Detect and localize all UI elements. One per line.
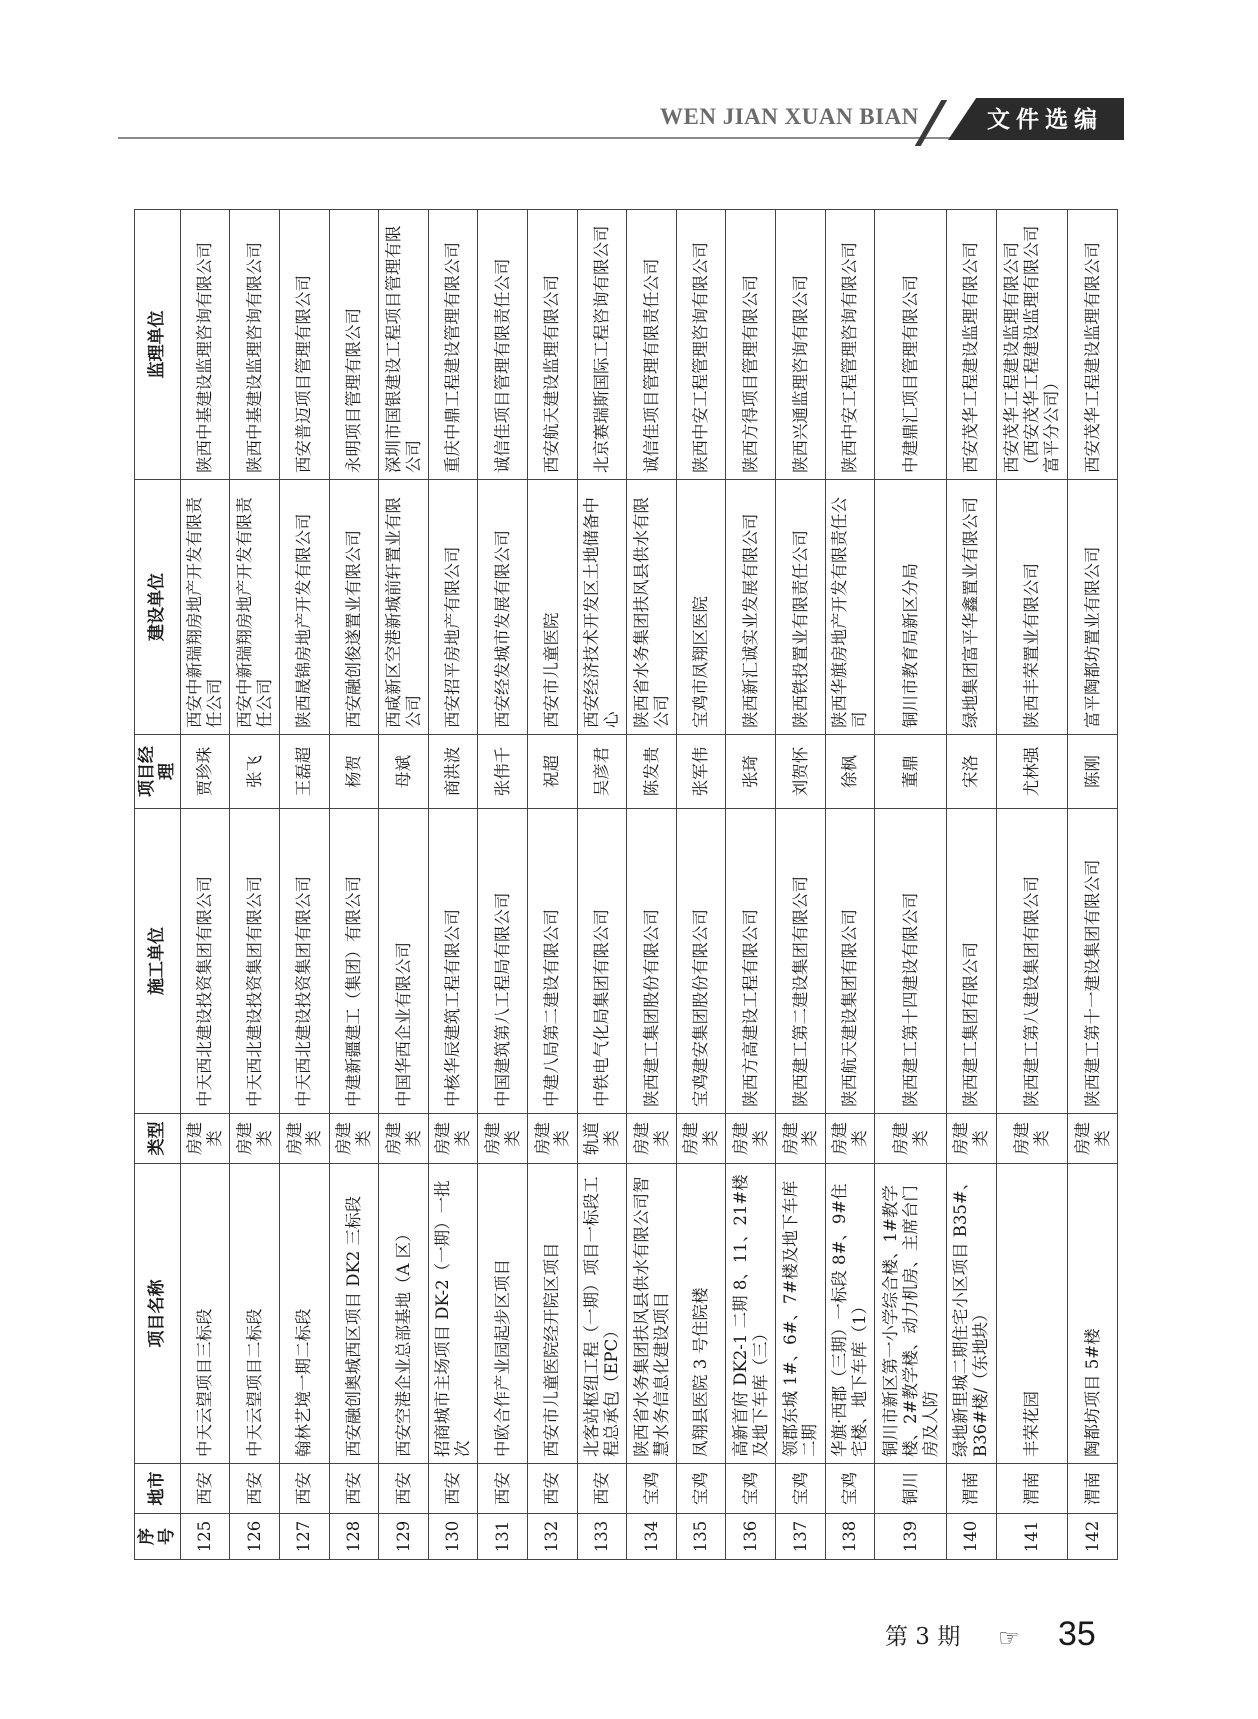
table-cell: 中核华辰建筑工程有限公司 <box>428 809 478 1114</box>
table-cell: 陕西方得项目管理有限公司 <box>726 210 776 480</box>
table-cell: 陕西建工第二建设集团有限公司 <box>776 809 826 1114</box>
table-cell: 陕西中安工程管理咨询有限公司 <box>825 210 875 480</box>
table-row <box>726 210 776 1560</box>
table-cell: 西安普迈项目管理有限公司 <box>280 210 330 480</box>
table-cell: 陕西中安工程管理咨询有限公司 <box>676 210 726 480</box>
table-cell: 陶都坊项目 5#楼 <box>1068 1164 1118 1464</box>
table-cell: 西安 <box>180 1464 230 1514</box>
table-cell: 丰荣花园 <box>996 1164 1068 1464</box>
table-cell: 西安 <box>329 1464 379 1514</box>
table-cell: 西安 <box>379 1464 429 1514</box>
table-cell: 西安中新瑞翔房地产开发有限责任公司 <box>180 480 230 735</box>
table-cell: 渭南 <box>946 1464 996 1514</box>
table-cell: 房建类 <box>280 1114 330 1164</box>
table-row <box>329 210 379 1560</box>
column-header: 施工单位 <box>135 809 181 1114</box>
table-cell: 128 <box>329 1514 379 1560</box>
column-header: 地市 <box>135 1464 181 1514</box>
table-cell: 宝鸡市凤翔区医院 <box>676 480 726 735</box>
table-cell: 凤翔县医院 3 号住院楼 <box>676 1164 726 1464</box>
table-cell: 中天云望项目二标段 <box>230 1164 280 1464</box>
section-title-en: WEN JIAN XUAN BIAN <box>660 104 919 129</box>
table-cell: 中欧合作产业园起步区项目 <box>478 1164 528 1464</box>
table-cell: 房建类 <box>1068 1114 1118 1164</box>
table-cell: 陕西丰荣置业有限公司 <box>996 480 1068 735</box>
table-cell: 135 <box>676 1514 726 1560</box>
table-cell: 房建类 <box>776 1114 826 1164</box>
table-cell: 陕西新汇诚实业发展有限公司 <box>726 480 776 735</box>
table-cell: 138 <box>825 1514 875 1560</box>
table-cell: 129 <box>379 1514 429 1560</box>
table-cell: 134 <box>627 1514 677 1560</box>
table-header-row <box>135 210 181 1560</box>
table-cell: 富平陶都坊置业有限公司 <box>1068 480 1118 735</box>
table-cell: 131 <box>478 1514 528 1560</box>
table-cell: 商洪波 <box>428 735 478 809</box>
table-cell: 贾珍珠 <box>180 735 230 809</box>
table-cell: 陕西建工第八建设集团有限公司 <box>996 809 1068 1114</box>
table-cell: 张伟千 <box>478 735 528 809</box>
table-cell: 132 <box>528 1514 578 1560</box>
rotated-table-container <box>134 210 1118 1560</box>
table-cell: 招商城市主场项目 DK-2（一期）一批次 <box>428 1164 478 1464</box>
table-cell: 西安 <box>230 1464 280 1514</box>
table-cell: 西安 <box>280 1464 330 1514</box>
table-row <box>676 210 726 1560</box>
table-cell: 中国华西企业有限公司 <box>379 809 429 1114</box>
table-cell: 刘贺怀 <box>776 735 826 809</box>
table-cell: 中国建筑第八工程局有限公司 <box>478 809 528 1114</box>
table-cell: 宋洛 <box>946 735 996 809</box>
table-cell: 诚信佳项目管理有限责任公司 <box>627 210 677 480</box>
column-header: 序号 <box>135 1514 181 1560</box>
table-cell: 西安市儿童医院 <box>528 480 578 735</box>
table-cell: 铜川市新区第一小学综合楼、1#教学楼、2#教学楼、动力机房、主席台门房及人防 <box>875 1164 947 1464</box>
column-header: 项目名称 <box>135 1164 181 1464</box>
table-cell: 徐枫 <box>825 735 875 809</box>
column-header: 监理单位 <box>135 210 181 480</box>
table-cell: 陕西铁投置业有限责任公司 <box>776 480 826 735</box>
table-cell: 西咸新区空港新城前轩置业有限公司 <box>379 480 429 735</box>
issue-label: 第 3 期 <box>885 1624 961 1650</box>
table-cell: 中天云望项目三标段 <box>180 1164 230 1464</box>
table-cell: 西安融创奥城西区项目 DK2 三标段 <box>329 1164 379 1464</box>
table-cell: 西安茂华工程建设监理有限公司（西安茂华工程建设监理有限公司富平分公司） <box>996 210 1068 480</box>
table-cell: 西安经发城市发展有限公司 <box>478 480 528 735</box>
table-cell: 房建类 <box>726 1114 776 1164</box>
table-cell: 陕西中基建设监理咨询有限公司 <box>230 210 280 480</box>
project-table <box>134 209 1118 1560</box>
table-cell: 中铁电气化局集团有限公司 <box>577 809 627 1114</box>
column-header: 建设单位 <box>135 480 181 735</box>
project-table-area <box>134 210 1118 1560</box>
table-cell: 陕西华旗房地产开发有限责任公司 <box>825 480 875 735</box>
table-cell: 母斌 <box>379 735 429 809</box>
table-cell: 137 <box>776 1514 826 1560</box>
table-cell: 房建类 <box>329 1114 379 1164</box>
table-cell: 中建八局第二建设有限公司 <box>528 809 578 1114</box>
table-cell: 宝鸡建安集团股份有限公司 <box>676 809 726 1114</box>
column-header: 类型 <box>135 1114 181 1164</box>
table-cell: 渭南 <box>1068 1464 1118 1514</box>
table-cell: 127 <box>280 1514 330 1560</box>
table-cell: 吴彦君 <box>577 735 627 809</box>
table-row <box>1068 210 1118 1560</box>
table-cell: 陕西建工第十四建设有限公司 <box>875 809 947 1114</box>
table-row <box>230 210 280 1560</box>
table-cell: 房建类 <box>875 1114 947 1164</box>
table-cell: 华旗·西郡（三期）一标段 8#、9#住宅楼、地下车库（1） <box>825 1164 875 1464</box>
table-row <box>180 210 230 1560</box>
table-cell: 宝鸡 <box>676 1464 726 1514</box>
table-cell: 轨道类 <box>577 1114 627 1164</box>
table-cell: 西安 <box>478 1464 528 1514</box>
table-cell: 西安经济技术开发区土地储备中心 <box>577 480 627 735</box>
table-row <box>478 210 528 1560</box>
table-cell: 翰林艺境一期二标段 <box>280 1164 330 1464</box>
pointing-hand-icon: ☞ <box>998 1624 1020 1652</box>
table-cell: 高新首府 DK2-1 二期 8、11、21#楼及地下车库（三） <box>726 1164 776 1464</box>
table-body <box>180 210 1117 1560</box>
table-row <box>875 210 947 1560</box>
table-row <box>946 210 996 1560</box>
table-cell: 西安融创俊遂置业有限公司 <box>329 480 379 735</box>
table-cell: 房建类 <box>528 1114 578 1164</box>
table-cell: 铜川市教育局新区分局 <box>875 480 947 735</box>
table-cell: 中天西北建设投资集团有限公司 <box>280 809 330 1114</box>
table-cell: 渭南 <box>996 1464 1068 1514</box>
table-cell: 房建类 <box>996 1114 1068 1164</box>
table-cell: 陕西建工集团股份有限公司 <box>627 809 677 1114</box>
table-cell: 诚信佳项目管理有限责任公司 <box>478 210 528 480</box>
page-number: 35 <box>1058 1615 1096 1653</box>
table-cell: 西安茂华工程建设监理有限公司 <box>1068 210 1118 480</box>
table-cell: 140 <box>946 1514 996 1560</box>
table-cell: 北京赛瑞斯国际工程咨询有限公司 <box>577 210 627 480</box>
table-cell: 西安空港企业总部基地（A 区） <box>379 1164 429 1464</box>
table-cell: 141 <box>996 1514 1068 1560</box>
table-cell: 中天西北建设投资集团有限公司 <box>230 809 280 1114</box>
table-cell: 绿地新里城二期住宅小区项目 B35#、B36#楼/（东地块） <box>946 1164 996 1464</box>
table-row <box>379 210 429 1560</box>
table-cell: 西安茂华工程建设监理有限公司 <box>946 210 996 480</box>
table-cell: 房建类 <box>627 1114 677 1164</box>
section-title-cn: 文件选编 <box>987 107 1103 133</box>
table-cell: 陕西晟锦房地产开发有限公司 <box>280 480 330 735</box>
table-cell: 陕西兴通监理咨询有限公司 <box>776 210 826 480</box>
table-cell: 西安 <box>428 1464 478 1514</box>
table-cell: 139 <box>875 1514 947 1560</box>
table-cell: 房建类 <box>676 1114 726 1164</box>
table-cell: 房建类 <box>428 1114 478 1164</box>
table-row <box>996 210 1068 1560</box>
table-cell: 133 <box>577 1514 627 1560</box>
table-cell: 董鼎 <box>875 735 947 809</box>
table-cell: 142 <box>1068 1514 1118 1560</box>
table-row <box>825 210 875 1560</box>
table-row <box>627 210 677 1560</box>
table-cell: 房建类 <box>946 1114 996 1164</box>
table-cell: 房建类 <box>379 1114 429 1164</box>
table-cell: 陕西中基建设监理咨询有限公司 <box>180 210 230 480</box>
table-cell: 中建鼎汇项目管理有限公司 <box>875 210 947 480</box>
table-cell: 尤林强 <box>996 735 1068 809</box>
table-cell: 北客站枢纽工程（一期）项目一标段工程总承包（EPC） <box>577 1164 627 1464</box>
table-row <box>280 210 330 1560</box>
table-cell: 绿地集团富平华鑫置业有限公司 <box>946 480 996 735</box>
table-cell: 领郡东城 1#、6#、7#楼及地下车库二期 <box>776 1164 826 1464</box>
table-cell: 西安 <box>577 1464 627 1514</box>
table-cell: 陕西省水务集团扶风县供水有限公司 <box>627 480 677 735</box>
table-cell: 杨贺 <box>329 735 379 809</box>
table-cell: 王磊超 <box>280 735 330 809</box>
table-cell: 西安航天建设监理有限公司 <box>528 210 578 480</box>
table-cell: 陕西省水务集团扶风县供水有限公司智慧水务信息化建设项目 <box>627 1164 677 1464</box>
table-cell: 陕西航天建设集团有限公司 <box>825 809 875 1114</box>
table-cell: 陕西方高建设工程有限公司 <box>726 809 776 1114</box>
table-cell: 陈发贵 <box>627 735 677 809</box>
table-row <box>428 210 478 1560</box>
table-cell: 宝鸡 <box>825 1464 875 1514</box>
table-cell: 西安招平房地产有限公司 <box>428 480 478 735</box>
table-cell: 永明项目管理有限公司 <box>329 210 379 480</box>
table-cell: 中建新疆建工（集团）有限公司 <box>329 809 379 1114</box>
table-row <box>776 210 826 1560</box>
table-cell: 张飞 <box>230 735 280 809</box>
table-cell: 房建类 <box>230 1114 280 1164</box>
table-cell: 铜川 <box>875 1464 947 1514</box>
table-cell: 陕西建工第十一建设集团有限公司 <box>1068 809 1118 1114</box>
table-cell: 重庆中鼎工程建设管理有限公司 <box>428 210 478 480</box>
table-cell: 陈刚 <box>1068 735 1118 809</box>
table-cell: 125 <box>180 1514 230 1560</box>
table-cell: 136 <box>726 1514 776 1560</box>
column-header: 项目经理 <box>135 735 181 809</box>
table-cell: 房建类 <box>180 1114 230 1164</box>
table-cell: 祝超 <box>528 735 578 809</box>
table-cell: 中天西北建设投资集团有限公司 <box>180 809 230 1114</box>
table-row <box>577 210 627 1560</box>
table-cell: 房建类 <box>478 1114 528 1164</box>
table-cell: 西安 <box>528 1464 578 1514</box>
table-cell: 西安市儿童医院经开院区项目 <box>528 1164 578 1464</box>
table-row <box>528 210 578 1560</box>
table-cell: 深圳市国银建设工程项目管理有限公司 <box>379 210 429 480</box>
table-cell: 西安中新瑞翔房地产开发有限责任公司 <box>230 480 280 735</box>
table-cell: 宝鸡 <box>726 1464 776 1514</box>
table-cell: 130 <box>428 1514 478 1560</box>
table-cell: 宝鸡 <box>627 1464 677 1514</box>
table-cell: 宝鸡 <box>776 1464 826 1514</box>
table-cell: 张军伟 <box>676 735 726 809</box>
table-cell: 126 <box>230 1514 280 1560</box>
table-cell: 张琦 <box>726 735 776 809</box>
table-cell: 房建类 <box>825 1114 875 1164</box>
table-cell: 陕西建工集团有限公司 <box>946 809 996 1114</box>
